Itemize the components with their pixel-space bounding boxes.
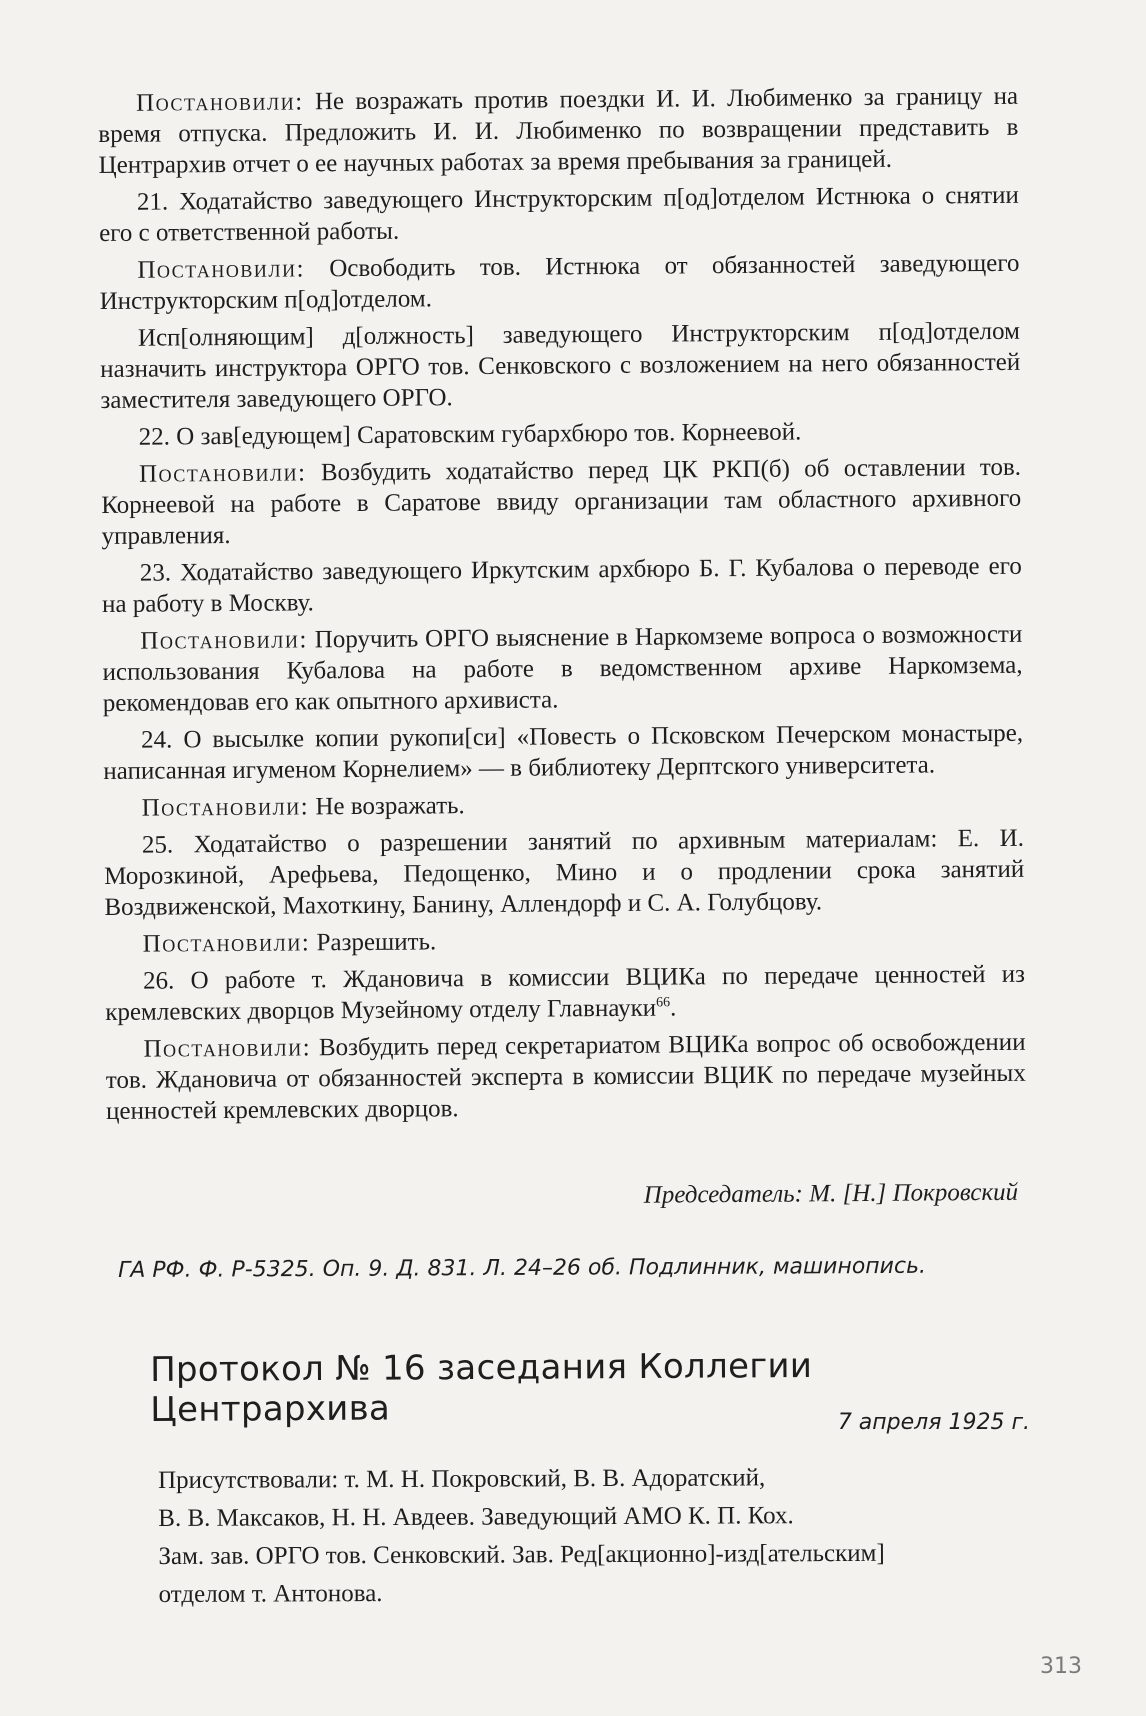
paragraph-text: 24. О высылке копии рукопи[си] «Повесть о Псковском Печерском монастыре, написанная игуменом Корнелием» — в библиотеку Дерптского университета.	[103, 719, 1024, 785]
paragraph-text: Разрешить.	[310, 928, 437, 957]
paragraph-text: Освободить тов. Истнюка от обязанностей заведующего Инструкторским п[од]отделом.	[99, 249, 1020, 315]
paragraph-text: 22. О зав[едующем] Саратовским губархбюро тов. Корнеевой.	[138, 418, 802, 451]
attendees-line: Присутствовали: т. М. Н. Покровский, В. В. Адоратский,	[158, 1464, 766, 1494]
resolution-25	[105, 922, 1025, 960]
paragraph-text: Возбудить перед секретариатом ВЦИКа вопрос об освобождении тов. Ждановича от обязанностей эксперта в комиссии ВЦИК по передаче музейных ценностей кремлевских дворцов.	[105, 1028, 1026, 1125]
resolution-21	[99, 248, 1019, 317]
paragraph-text: Возбудить ходатайство перед ЦК РКП(б) об оставлении тов. Корнеевой на работе в Саратове ввиду организации там областного архивного управления.	[101, 453, 1022, 550]
paragraph-text: Не возражать против поездки И. И. Любименко за границу на время отпуска. Предложить И. И. Любименко по возвращении представить в Центрархив отчет о ее научных работах за время пребывания за границей.	[98, 82, 1019, 179]
paragraph-text: 26. О работе т. Ждановича в комиссии ВЦИКа по передаче ценностей из кремлевских дворцов Музейному отделу Главнауки	[105, 960, 1026, 1026]
resolution-keyword: Постановили:	[136, 88, 304, 117]
resolution-26	[105, 1027, 1026, 1127]
footnote-ref[interactable]: 66	[656, 995, 671, 1011]
agenda-item-26	[105, 959, 1025, 1028]
paragraph-text-tail: .	[670, 994, 677, 1022]
paragraph-text: 25. Ходатайство о разрешении занятий по архивным материалам: Е. И. Морозкиной, Арефьева, Педощенко, Мино и о продлении срока занятий Воздвиженской, Махоткину, Банину, Аллендорф и С. А. Голубцову.	[104, 824, 1025, 921]
protocol-title: Протокол № 16 заседания Коллегии Центрархива	[150, 1345, 813, 1430]
resolution-23	[102, 619, 1023, 719]
agenda-item-22	[101, 415, 1021, 453]
agenda-item-23	[102, 551, 1022, 620]
resolution-keyword: Постановили:	[143, 1034, 312, 1063]
paragraph-text: Исп[олняющим] д[олжность] заведующего Инструкторским п[од]отделом назначить инструктора ОРГО тов. Сенковского с возложением на него обязанностей заместителя заведующего ОРГО.	[100, 317, 1021, 414]
attendees-line: Зам. зав. ОРГО тов. Сенковский. Зав. Ред[акционно]-изд[ательским]	[158, 1539, 885, 1570]
page-number: 313	[1040, 1654, 1082, 1679]
paragraph-text: Поручить ОРГО выяснение в Наркомземе вопроса о возможности использования Кубалова на работе в ведомственном архиве Наркомзема, рекомендовав его как опытного архивиста.	[102, 620, 1023, 717]
resolution-keyword: Постановили:	[141, 793, 310, 822]
attendees-line: отделом т. Антонова.	[158, 1580, 383, 1608]
paragraph-text: 23. Ходатайство заведующего Иркутским архбюро Б. Г. Кубалова о переводе его на работу в Москву.	[101, 552, 1022, 618]
resolution-22	[101, 452, 1022, 552]
resolution-keyword: Постановили:	[137, 255, 306, 284]
agenda-item-25	[104, 823, 1025, 923]
protocol-date: 7 апреля 1925 г.	[837, 1410, 1030, 1435]
paragraph-text: 21. Ходатайство заведующего Инструкторским п[од]отделом Истнюка о снятии его с ответственной работы.	[99, 181, 1019, 247]
agenda-item-21	[99, 180, 1019, 249]
agenda-item-24	[103, 718, 1023, 787]
chairman-signature: Председатель: М. [Н.] Покровский	[643, 1178, 1019, 1209]
resolution-24	[104, 786, 1024, 824]
paragraph-text: Не возражать.	[309, 792, 465, 821]
paragraph	[98, 81, 1019, 181]
resolution-keyword: Постановили:	[142, 929, 311, 958]
resolution-keyword: Постановили:	[138, 459, 307, 488]
paragraph	[100, 316, 1021, 416]
attendees-block	[158, 1458, 1019, 1614]
attendees-line: В. В. Максаков, Н. Н. Авдеев. Заведующий АМО К. П. Кох.	[158, 1502, 794, 1532]
protocol-15-continuation	[98, 81, 1026, 1133]
archival-source: ГА РФ. Ф. Р-5325. Оп. 9. Д. 831. Л. 24–26 об. Подлинник, машинопись.	[118, 1253, 927, 1283]
resolution-keyword: Постановили:	[140, 626, 308, 655]
